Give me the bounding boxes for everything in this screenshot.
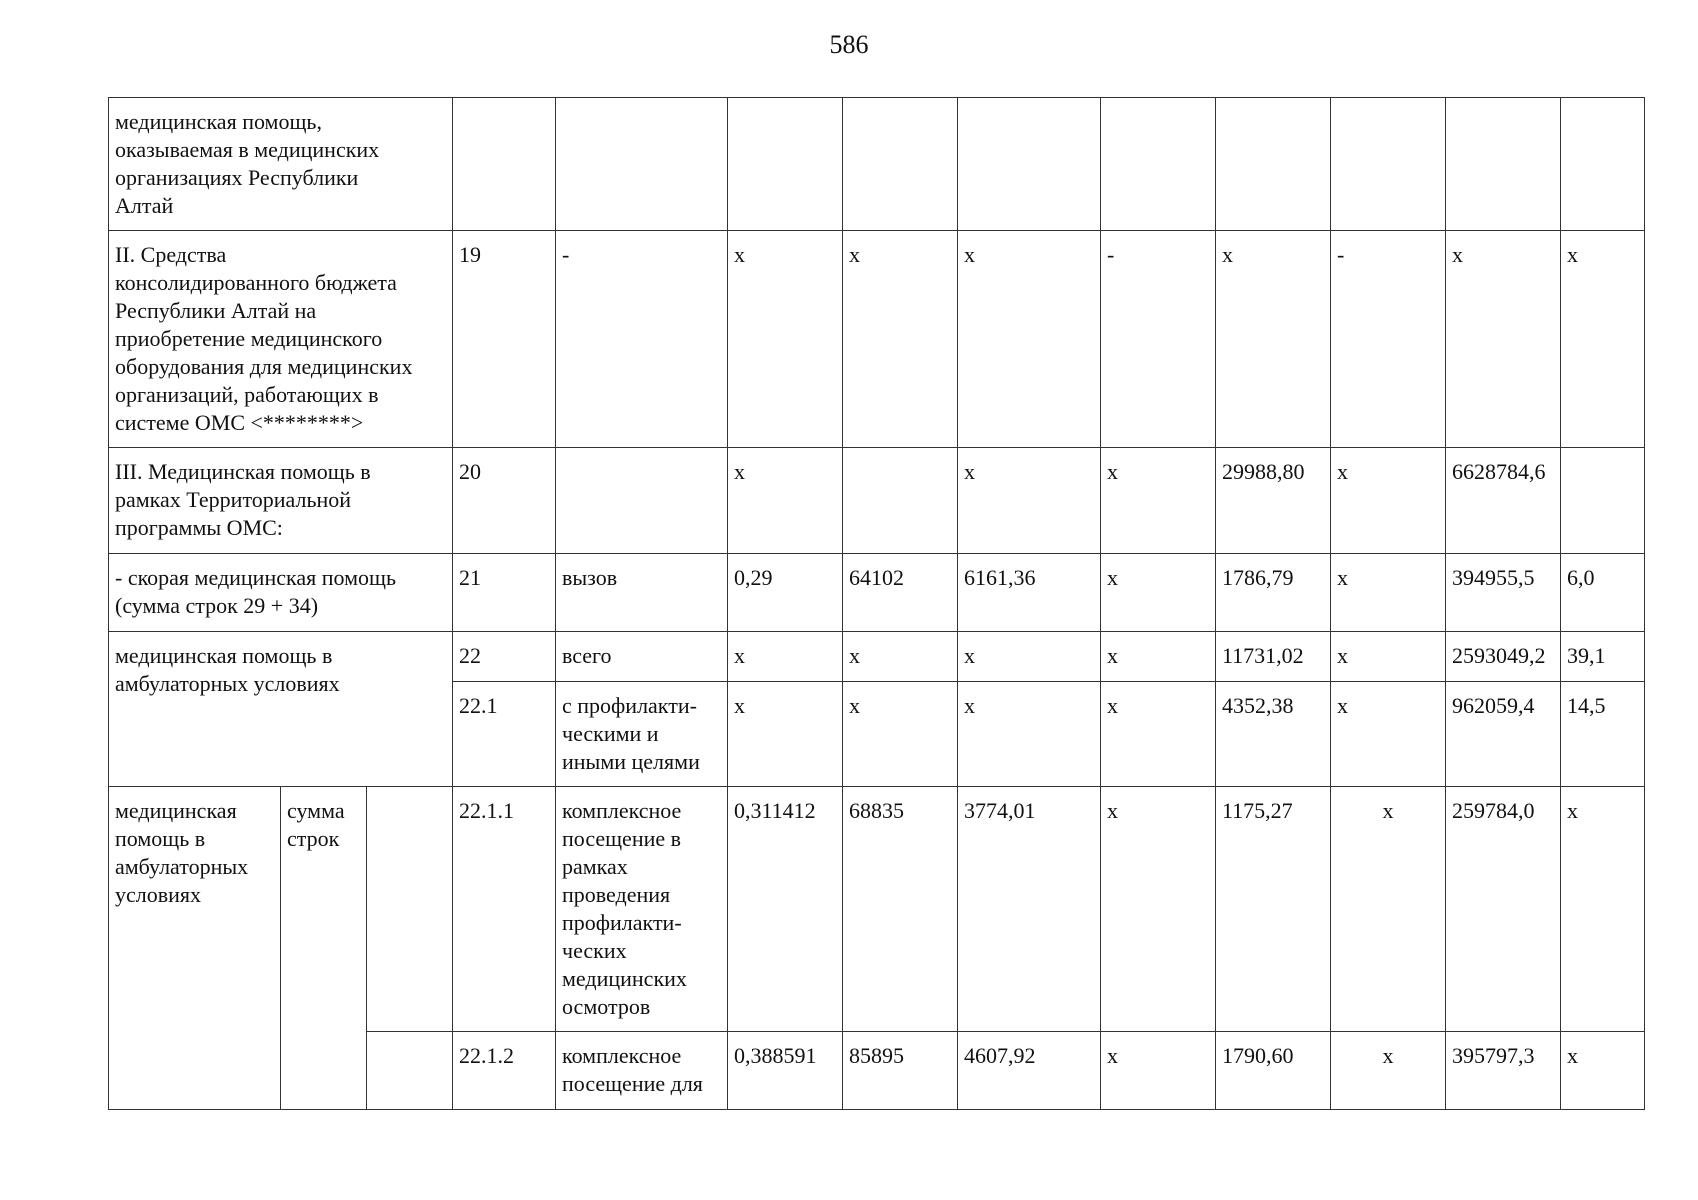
cell: 3774,01 <box>958 787 1101 1032</box>
cell: 259784,0 <box>1446 787 1561 1032</box>
cell: 4352,38 <box>1216 682 1331 787</box>
cell: х <box>1216 231 1331 448</box>
cell <box>1101 98 1216 231</box>
cell-unit: - <box>556 231 728 448</box>
cell-row-number: 21 <box>453 554 556 632</box>
cell: х <box>843 682 958 787</box>
cell: х <box>1561 1032 1645 1110</box>
cell: 0,388591 <box>728 1032 843 1110</box>
table-row <box>109 787 1645 1032</box>
cell: - <box>1331 231 1446 448</box>
cell: 395797,3 <box>1446 1032 1561 1110</box>
cell-row-number: 20 <box>453 448 556 554</box>
cell-unit <box>556 448 728 554</box>
cell: 1786,79 <box>1216 554 1331 632</box>
row-label: III. Медицинская помощь в рамках Территориальной программы ОМС: <box>109 448 453 554</box>
cell-unit: комплексное посещение в рамках проведения профилакти- ческих медицинских осмотров <box>556 787 728 1032</box>
cell: 64102 <box>843 554 958 632</box>
row-label-secondary: сумма строк <box>281 787 367 1110</box>
table-row <box>109 554 1645 632</box>
cell: х <box>958 632 1101 682</box>
cell: х <box>1331 1032 1446 1110</box>
cell: 6628784,6 <box>1446 448 1561 554</box>
table-row <box>109 231 1645 448</box>
row-label-tertiary <box>367 1032 453 1110</box>
cell: х <box>843 632 958 682</box>
cell <box>728 98 843 231</box>
cell-row-number: 22.1.2 <box>453 1032 556 1110</box>
table-row <box>109 98 1645 231</box>
cell: х <box>1101 787 1216 1032</box>
cell: 11731,02 <box>1216 632 1331 682</box>
cell-unit: комплексное посещение для <box>556 1032 728 1110</box>
cell <box>1446 98 1561 231</box>
cell: х <box>843 231 958 448</box>
cell: х <box>1331 632 1446 682</box>
cell: х <box>1331 448 1446 554</box>
cell: 6,0 <box>1561 554 1645 632</box>
cell <box>843 448 958 554</box>
cell-unit: с профилакти- ческими и иными целями <box>556 682 728 787</box>
cell: х <box>1101 448 1216 554</box>
cell: - <box>1101 231 1216 448</box>
cell-row-number: 22.1 <box>453 682 556 787</box>
row-label: медицинская помощь в амбулаторных условиях <box>109 632 453 787</box>
cell <box>958 98 1101 231</box>
cell: 962059,4 <box>1446 682 1561 787</box>
row-label: медицинская помощь в амбулаторных условиях <box>109 787 281 1110</box>
cell <box>1216 98 1331 231</box>
cell-row-number: 22.1.1 <box>453 787 556 1032</box>
cell: х <box>958 448 1101 554</box>
cell-unit: вызов <box>556 554 728 632</box>
cell: 0,311412 <box>728 787 843 1032</box>
cell: 68835 <box>843 787 958 1032</box>
cell-row-number: 19 <box>453 231 556 448</box>
cell: 39,1 <box>1561 632 1645 682</box>
row-label: - скорая медицинская помощь (сумма строк 29 + 34) <box>109 554 453 632</box>
cell: х <box>1561 787 1645 1032</box>
cell: х <box>1331 554 1446 632</box>
cell: 394955,5 <box>1446 554 1561 632</box>
cell <box>1331 98 1446 231</box>
cell: х <box>958 682 1101 787</box>
cell: 1790,60 <box>1216 1032 1331 1110</box>
row-label: медицинская помощь, оказываемая в медицинских организациях Республики Алтай <box>109 98 453 231</box>
cell-row-number: 22 <box>453 632 556 682</box>
cell-row-number <box>453 98 556 231</box>
cell: 4607,92 <box>958 1032 1101 1110</box>
cell: х <box>1101 554 1216 632</box>
cell: х <box>728 231 843 448</box>
cell <box>843 98 958 231</box>
cell: х <box>1331 682 1446 787</box>
cell: х <box>1561 231 1645 448</box>
cell: х <box>728 448 843 554</box>
cell: х <box>958 231 1101 448</box>
cell: х <box>728 632 843 682</box>
row-label-tertiary <box>367 787 453 1032</box>
cell: 0,29 <box>728 554 843 632</box>
cell: 14,5 <box>1561 682 1645 787</box>
cell-unit <box>556 98 728 231</box>
cell: х <box>728 682 843 787</box>
cell: 29988,80 <box>1216 448 1331 554</box>
data-table <box>108 97 1645 1110</box>
cell: х <box>1101 1032 1216 1110</box>
cell <box>1561 98 1645 231</box>
row-label: II. Средства консолидированного бюджета Республики Алтай на приобретение медицинского оборудования для медицинских организаций, работающих в системе ОМС <********> <box>109 231 453 448</box>
page-number: 586 <box>829 30 869 59</box>
cell: х <box>1331 787 1446 1032</box>
table-row <box>109 632 1645 682</box>
cell: 6161,36 <box>958 554 1101 632</box>
cell: х <box>1446 231 1561 448</box>
cell: х <box>1101 682 1216 787</box>
cell-unit: всего <box>556 632 728 682</box>
cell <box>1561 448 1645 554</box>
cell: 85895 <box>843 1032 958 1110</box>
table-row <box>109 448 1645 554</box>
cell: 1175,27 <box>1216 787 1331 1032</box>
cell: 2593049,2 <box>1446 632 1561 682</box>
cell: х <box>1101 632 1216 682</box>
